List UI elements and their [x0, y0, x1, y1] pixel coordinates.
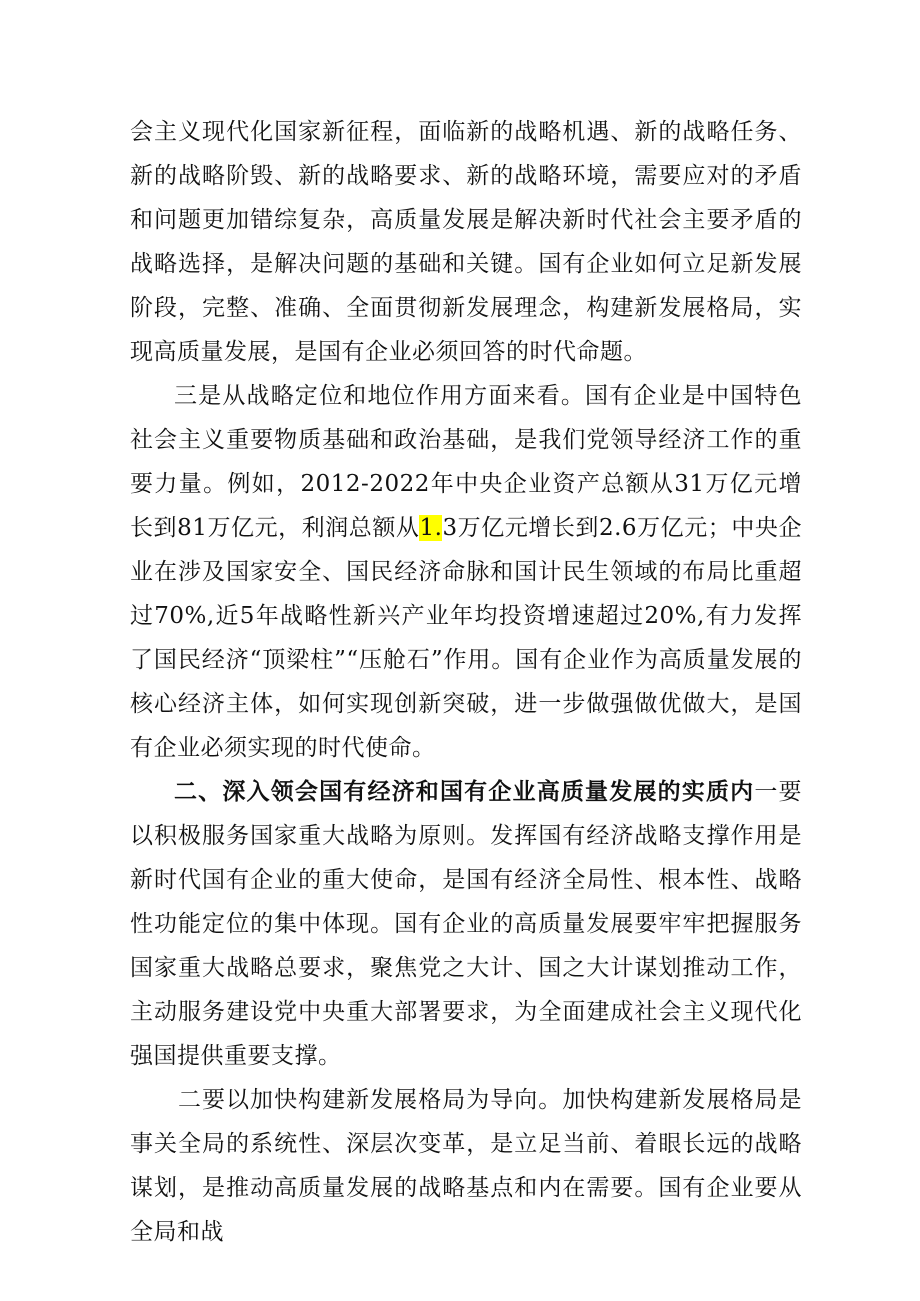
section-heading: 二、深入领会国有经济和国有企业高质量发展的实质内: [174, 779, 755, 805]
paragraph-2-text-a: 三是从战略定位和地位作用方面来看。国有企业是中国特色社会主义重要物质基础和政治基础，是我们党领导经济工作的重要力量。例如，2012-2022年中央企业资产总额从31万亿元增长到81万亿元，利润总额从: [130, 383, 802, 541]
paragraph-2-text-b: 3万亿元增长到2.6万亿元；中央企业在涉及国家安全、国民经济命脉和国计民生领域的布局比重超过70%,近5年战略性新兴产业年均投资增速超过20%,有力发挥了国民经济“顶梁柱”“压舱石”作用。国有企业作为高质量发展的核心经济主体，如何实现创新突破，进一步做强做优做大，是国有企业必须实现的时代使命。: [130, 515, 802, 761]
paragraph-4: 二要以加快构建新发展格局为导向。加快构建新发展格局是事关全局的系统性、深层次变革，是立足当前、着眼长远的战略谋划，是推动高质量发展的战略基点和内在需要。国有企业要从全局和战: [130, 1087, 802, 1245]
highlighted-text: 1.: [419, 515, 443, 541]
paragraph-2: [130, 374, 802, 770]
paragraph-3-body: 一要以积极服务国家重大战略为原则。发挥国有经济战略支撑作用是新时代国有企业的重大使命，是国有经济全局性、根本性、战略性功能定位的集中体现。国有企业的高质量发展要牢牢把握服务国家重大战略总要求，聚焦党之大计、国之大计谋划推动工作，主动服务建设党中央重大部署要求，为全面建成社会主义现代化强国提供重要支撑。: [130, 779, 803, 1069]
paragraph-3: [130, 770, 802, 1078]
paragraph-1: 会主义现代化国家新征程，面临新的战略机遇、新的战略任务、新的战略阶毁、新的战略要求、新的战略环境，需要应对的矛盾和问题更加错综复杂，高质量发展是解决新时代社会主要矛盾的战略选择，是解决问题的基础和关键。国有企业如何立足新发展阶段，完整、准确、全面贯彻新发展理念，构建新发展格局，实现高质量发展，是国有企业必须回答的时代命题。: [130, 119, 802, 365]
